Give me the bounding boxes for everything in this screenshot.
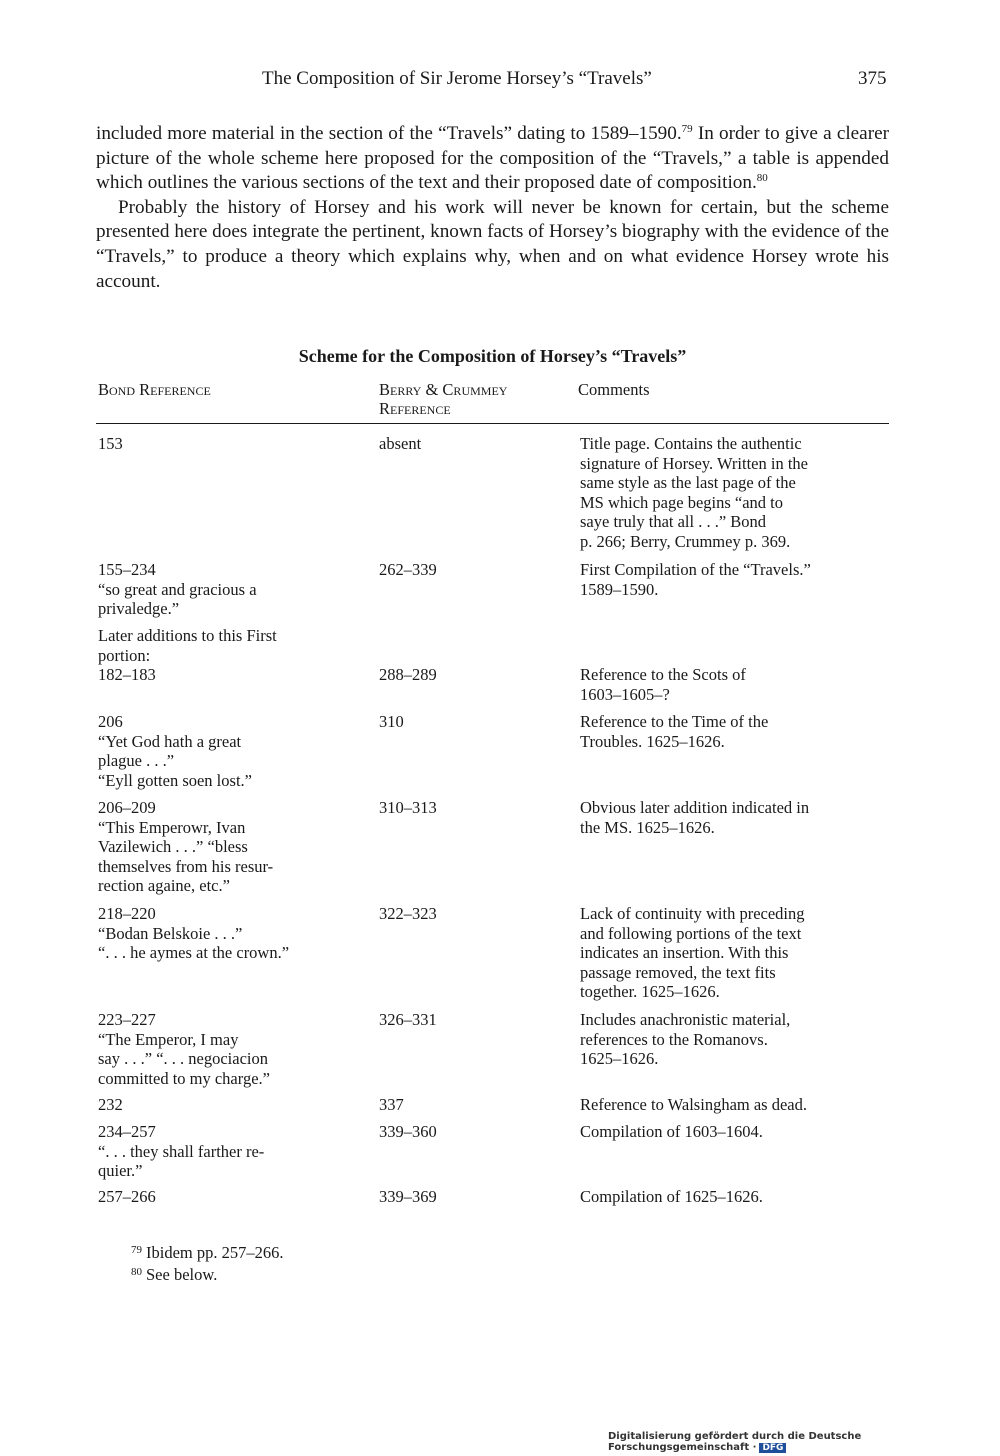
table-cell-berry-crummey: 262–339	[379, 560, 437, 579]
table-cell-comments: Reference to the Scots of 1603–1605–?	[580, 665, 746, 704]
page-number: 375	[858, 68, 887, 89]
footnote-ref-80: 80	[756, 172, 768, 185]
table-title: Scheme for the Composition of Horsey’s “Travels”	[298, 346, 687, 366]
table-cell-bond: 257–266	[98, 1187, 156, 1206]
table-cell-comments: Obvious later addition indicated in the MS. 1625–1626.	[580, 798, 810, 837]
table-cell-bond: 206 “Yet God hath a great plague . . .” “Eyll gotten soen lost.”	[98, 712, 252, 790]
paragraph-1	[96, 122, 889, 196]
footnote-80	[131, 1263, 284, 1285]
table-cell-bond: 206–209 “This Emperowr, Ivan Vazilewich . . .” “bless themselves from his resur- rection againe, etc.”	[98, 798, 274, 895]
dfg-logo: DFG	[759, 1443, 786, 1453]
footnotes	[131, 1241, 284, 1284]
footnote-number: 79	[131, 1244, 142, 1256]
footnote-79	[131, 1241, 284, 1263]
funding-notice: Digitalisierung gefördert durch die Deutsche Forschungsgemeinschaft · DFG	[608, 1431, 862, 1453]
table-cell-comments: Includes anachronistic material, references to the Romanovs. 1625–1626.	[580, 1010, 791, 1068]
footnote-ref-79: 79	[681, 123, 693, 135]
table-cell-berry-crummey: 337	[379, 1095, 404, 1114]
running-header	[0, 68, 1000, 96]
table-cell-berry-crummey: 326–331	[379, 1010, 437, 1029]
column-header-berry-crummey	[379, 380, 507, 418]
table-cell-bond: 232	[98, 1095, 123, 1114]
column-header-berry-crummey-text: Berry & Crummey Reference	[379, 380, 508, 418]
table-cell-bond: Later additions to this First portion:	[98, 626, 277, 665]
table-cell-bond: 218–220 “Bodan Belskoie . . .” “. . . he aymes at the crown.”	[98, 904, 290, 962]
running-title: The Composition of Sir Jerome Horsey’s “Travels”	[262, 68, 652, 89]
header-rule	[96, 423, 889, 424]
paragraph-1-text: included more material in the section of the “Travels” dating to 1589–1590.	[96, 123, 682, 144]
table-cell-comments: Compilation of 1625–1626.	[580, 1187, 763, 1206]
footnote-text: See below.	[146, 1264, 218, 1284]
column-header-comments: Comments	[578, 380, 650, 399]
table-cell-bond: 223–227 “The Emperor, I may say . . .” “. . . negociacion committed to my charge.”	[98, 1010, 270, 1088]
table-cell-comments: Reference to Walsingham as dead.	[580, 1095, 807, 1114]
table-cell-berry-crummey: 339–369	[379, 1187, 437, 1206]
paragraph-2: Probably the history of Horsey and his work will never be known for certain, but the scheme presented here does integrate the pertinent, known facts of Horsey’s biography with the evidence of the “Travels,” to produce a theory which explains why, when and on what evidence Horsey wrote his account.	[96, 196, 889, 292]
table-cell-bond: 155–234 “so great and gracious a privaledge.”	[98, 560, 257, 618]
table-cell-comments: Compilation of 1603–1604.	[580, 1122, 763, 1141]
funding-text: Digitalisierung gefördert durch die Deutsche Forschungsgemeinschaft	[608, 1431, 862, 1453]
table-cell-berry-crummey: absent	[379, 434, 422, 453]
footnote-number: 80	[131, 1265, 142, 1278]
table-cell-comments: Lack of continuity with preceding and following portions of the text indicates an insertion. With this passage removed, the text fits together. 1625–1626.	[580, 904, 805, 1001]
table-cell-berry-crummey: 322–323	[379, 904, 437, 923]
table-cell-bond: 182–183	[98, 665, 156, 684]
table-cell-comments: Title page. Contains the authentic signature of Horsey. Written in the same style as the last page of the MS which page begins “and to saye truly that all . . .” Bond p. 266; Berry, Crummey p. 369.	[580, 434, 808, 551]
body-text	[96, 122, 889, 294]
table-cell-comments: Reference to the Time of the Troubles. 1625–1626.	[580, 712, 769, 751]
table-cell-bond: 153	[98, 434, 123, 453]
table-cell-bond: 234–257 “. . . they shall farther re- quier.”	[98, 1122, 265, 1180]
paragraph-1-tail: In order to give a clearer picture of the whole scheme here proposed for the composition of the “Travels,” a table is appended which outlines the various sections of the text and their proposed date of composition.	[96, 123, 889, 194]
table-cell-berry-crummey: 288–289	[379, 665, 437, 684]
table-cell-comments: First Compilation of the “Travels.” 1589–1590.	[580, 560, 811, 599]
table-cell-berry-crummey: 339–360	[379, 1122, 437, 1141]
table-cell-berry-crummey: 310–313	[379, 798, 437, 817]
footnote-text: Ibidem pp. 257–266.	[146, 1243, 284, 1262]
column-header-bond: Bond Reference	[98, 380, 211, 399]
table-cell-berry-crummey: 310	[379, 712, 404, 731]
